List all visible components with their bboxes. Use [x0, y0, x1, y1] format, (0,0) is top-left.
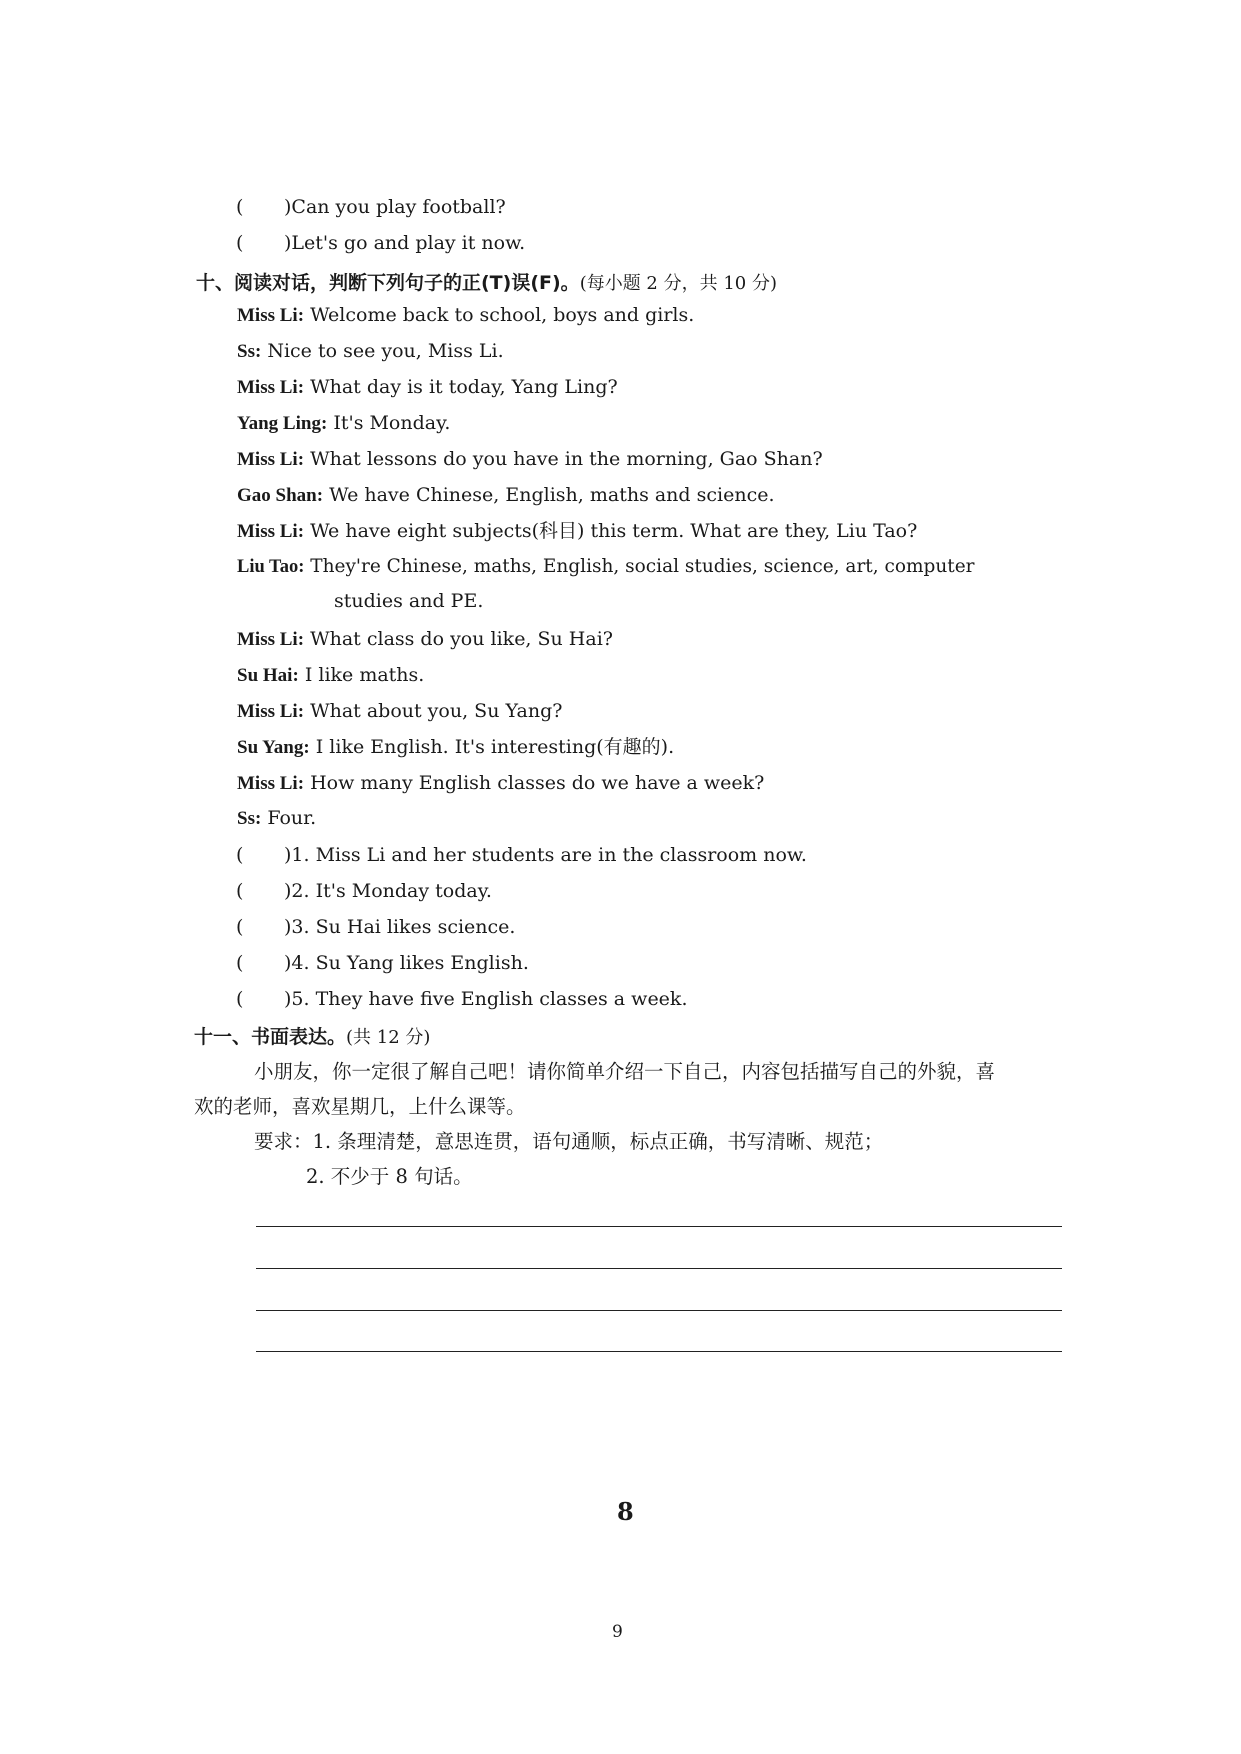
utterance: What about you, Su Yang? [310, 700, 563, 722]
dialogue-line [237, 735, 674, 760]
answer-paren[interactable]: ( [236, 844, 244, 866]
item-text: )4. Su Yang likes English. [284, 952, 529, 974]
answer-paren[interactable]: ( [236, 232, 244, 254]
section-10-score-note: (每小题 2 分，共 10 分) [579, 273, 777, 294]
dialogue-line [237, 303, 694, 328]
dialogue-line-continuation [334, 589, 483, 613]
answer-paren[interactable]: ( [236, 952, 244, 974]
answer-paren[interactable]: ( [236, 880, 244, 902]
writing-prompt-line-2: 欢的老师，喜欢星期几，上什么课等。 [194, 1095, 526, 1118]
dialogue-line [237, 555, 975, 579]
answer-paren[interactable]: ( [236, 196, 244, 218]
speaker: Liu Tao: [237, 557, 305, 577]
utterance: We have eight subjects(科目) this term. What are they, Liu Tao? [310, 520, 918, 542]
speaker: Gao Shan: [237, 485, 324, 506]
section-11-title: 十一、书面表达。 [194, 1026, 347, 1048]
dialogue-line [237, 519, 917, 544]
utterance: It's Monday. [333, 412, 451, 434]
speaker: Miss Li: [237, 377, 305, 398]
utterance: We have Chinese, English, maths and science. [329, 484, 775, 506]
section-11-score-note: (共 12 分) [346, 1027, 431, 1048]
utterance: Four. [267, 807, 317, 829]
writing-line[interactable] [256, 1310, 1062, 1311]
requirement-line-1: 要求：1. 条理清楚，意思连贯，语句通顺，标点正确，书写清晰、规范； [254, 1130, 884, 1153]
item-text: )1. Miss Li and her students are in the classroom now. [284, 844, 807, 866]
answer-paren[interactable]: ( [236, 916, 244, 938]
speaker: Miss Li: [237, 305, 305, 326]
speaker: Miss Li: [237, 773, 305, 794]
dialogue-line [237, 411, 450, 436]
utterance: They're Chinese, maths, English, social studies, science, art, computer [310, 556, 975, 577]
writing-line[interactable] [256, 1226, 1062, 1227]
folio-number: 9 [612, 1622, 623, 1642]
utterance: Welcome back to school, boys and girls. [310, 304, 695, 326]
section-10-heading [196, 268, 777, 295]
speaker: Su Yang: [237, 737, 310, 758]
section-11-heading [194, 1022, 430, 1049]
speaker: Miss Li: [237, 701, 305, 722]
dialogue-line [237, 699, 562, 724]
page-number: 8 [617, 1497, 634, 1526]
speaker: Miss Li: [237, 629, 305, 650]
dialogue-line [237, 339, 504, 364]
item-text: )2. It's Monday today. [284, 880, 492, 902]
item-text: )5. They have five English classes a week. [284, 988, 688, 1010]
section-10-title: 十、阅读对话，判断下列句子的正(T)误(F)。 [196, 272, 580, 294]
speaker: Miss Li: [237, 449, 305, 470]
utterance: What day is it today, Yang Ling? [310, 376, 618, 398]
dialogue-line [237, 447, 823, 472]
dialogue-line [237, 806, 316, 831]
writing-line[interactable] [256, 1351, 1062, 1352]
utterance: What class do you like, Su Hai? [310, 628, 613, 650]
dialogue-line [237, 627, 613, 652]
speaker: Yang Ling: [237, 413, 328, 434]
speaker: Miss Li: [237, 521, 305, 542]
dialogue-line [237, 771, 764, 796]
dialogue-line [237, 375, 618, 400]
dialogue-line [237, 483, 775, 508]
utterance: How many English classes do we have a week? [310, 772, 765, 794]
requirement-line-2: 2. 不少于 8 句话。 [306, 1165, 473, 1188]
utterance: I like English. It's interesting(有趣的). [315, 736, 675, 758]
item-text: )3. Su Hai likes science. [284, 916, 516, 938]
item-text: )Let's go and play it now. [284, 232, 526, 254]
dialogue-line [237, 663, 424, 688]
writing-prompt-line-1: 小朋友，你一定很了解自己吧！请你简单介绍一下自己，内容包括描写自己的外貌，喜 [254, 1060, 996, 1083]
writing-line[interactable] [256, 1268, 1062, 1269]
utterance: studies and PE. [334, 590, 484, 612]
utterance: Nice to see you, Miss Li. [267, 340, 504, 362]
answer-paren[interactable]: ( [236, 988, 244, 1010]
speaker: Ss: [237, 341, 262, 362]
speaker: Ss: [237, 808, 262, 829]
item-text: )Can you play football? [284, 196, 506, 218]
utterance: I like maths. [304, 664, 425, 686]
utterance: What lessons do you have in the morning, Gao Shan? [310, 448, 823, 470]
speaker: Su Hai: [237, 665, 299, 686]
